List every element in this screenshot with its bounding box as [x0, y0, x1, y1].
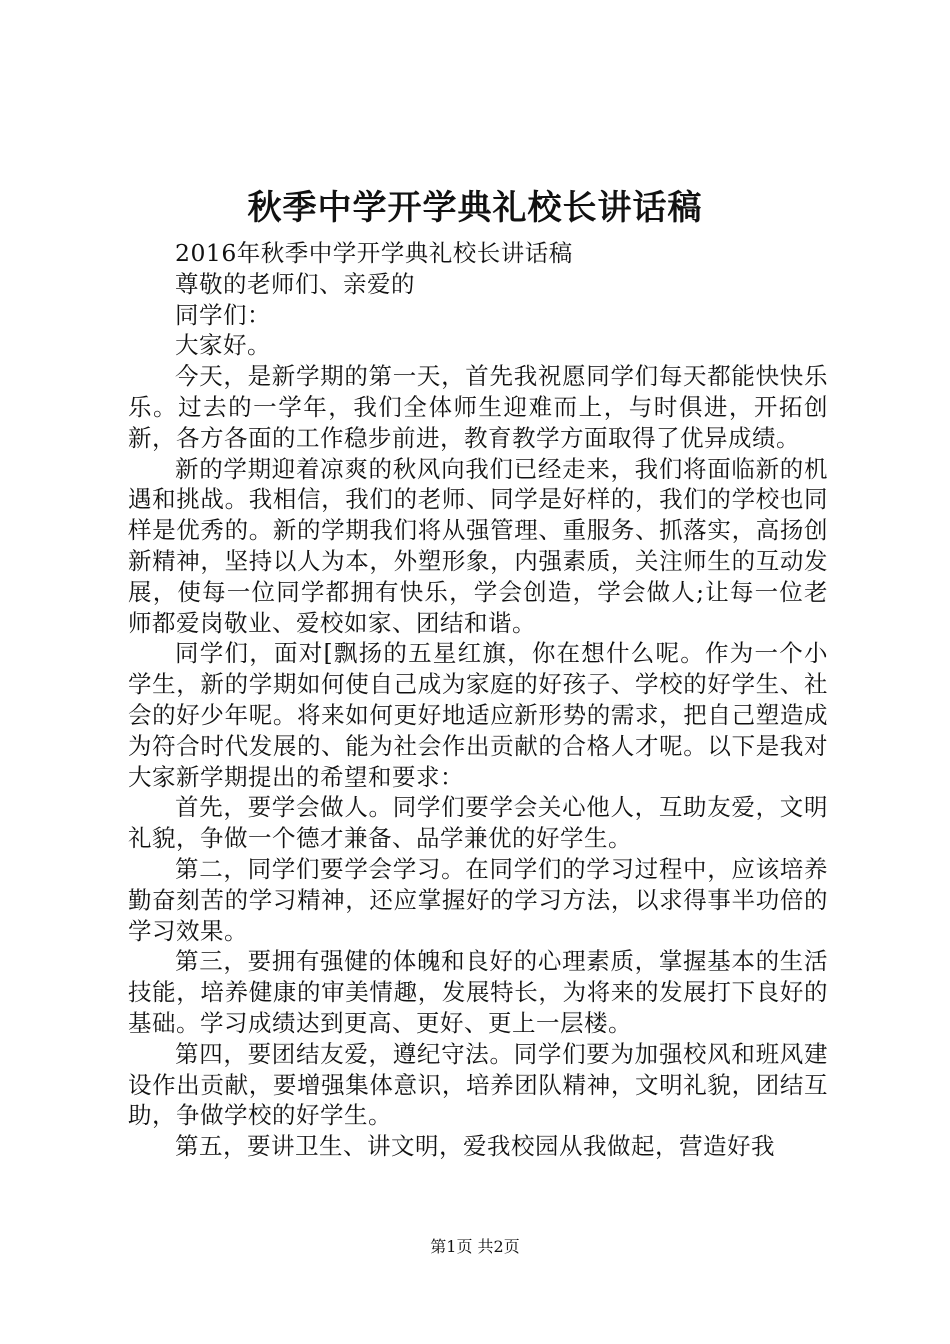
paragraph: 今天，是新学期的第一天，首先我祝愿同学们每天都能快快乐乐。过去的一学年，我们全体师生迎难而上，与时俱进，开拓创新，各方各面的工作稳步前进，教育教学方面取得了优异成绩。 — [128, 362, 828, 452]
page-number-footer: 第1页 共2页 — [430, 1237, 520, 1256]
paragraph: 新的学期迎着凉爽的秋风向我们已经走来，我们将面临新的机遇和挑战。我相信，我们的老师、同学是好样的，我们的学校也同样是优秀的。新的学期我们将从强管理、重服务、抓落实，高扬创新精神，坚持以人为本，外塑形象，内强素质，关注师生的互动发展，使每一位同学都拥有快乐，学会创造，学会做人;让每一位老师都爱岗敬业、爱校如家、团结和谐。 — [128, 454, 828, 637]
paragraph: 首先，要学会做人。同学们要学会关心他人，互助友爱，文明礼貌，争做一个德才兼备、品学兼优的好学生。 — [128, 793, 828, 853]
paragraph: 大家好。 — [175, 331, 271, 360]
paragraph: 第五，要讲卫生、讲文明，爱我校园从我做起，营造好我 — [175, 1132, 775, 1161]
document-title: 秋季中学开学典礼校长讲话稿 — [247, 188, 703, 228]
document-body — [128, 238, 828, 1162]
paragraph: 第二，同学们要学会学习。在同学们的学习过程中，应该培养勤奋刻苦的学习精神，还应掌握好的学习方法，以求得事半功倍的学习效果。 — [128, 854, 828, 945]
paragraph: 尊敬的老师们、亲爱的 — [175, 269, 415, 298]
paragraph: 第四，要团结友爱，遵纪守法。同学们要为加强校风和班风建设作出贡献，要增强集体意识，培养团队精神，文明礼貌，团结互助，争做学校的好学生。 — [128, 1039, 828, 1130]
paragraph: 2016年秋季中学开学典礼校长讲话稿 — [175, 239, 573, 267]
paragraph: 同学们： — [175, 300, 271, 329]
paragraph: 同学们，面对[飘扬的五星红旗，你在想什么呢。作为一个小学生，新的学期如何使自己成为家庭的好孩子、学校的好学生、社会的好少年呢。将来如何更好地适应新形势的需求，把自己塑造成为符合时代发展的、能为社会作出贡献的合格人才呢。以下是我对大家新学期提出的希望和要求： — [128, 639, 828, 791]
paragraph: 第三，要拥有强健的体魄和良好的心理素质，掌握基本的生活技能，培养健康的审美情趣，发展特长，为将来的发展打下良好的基础。学习成绩达到更高、更好、更上一层楼。 — [128, 947, 828, 1037]
